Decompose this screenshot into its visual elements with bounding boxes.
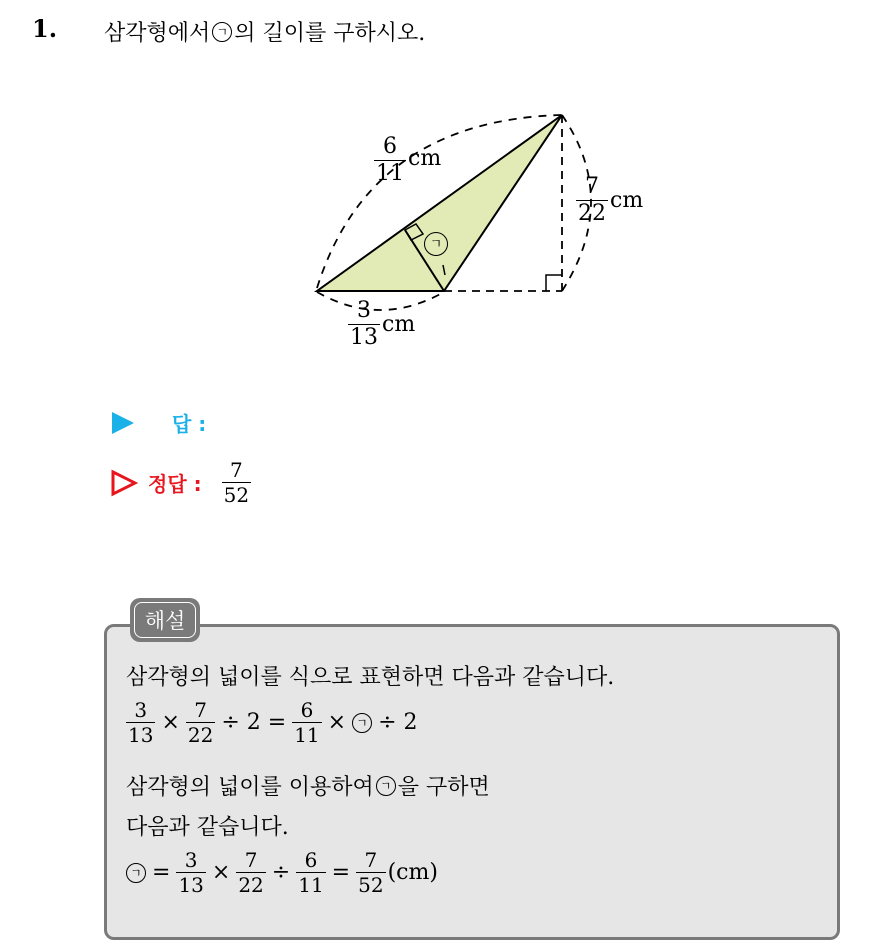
eq1-a-num: 3 [134, 698, 148, 722]
solution-line-1: 삼각형의 넓이를 식으로 표현하면 다음과 같습니다. [126, 665, 615, 690]
unit-top: cm [408, 146, 442, 171]
eq1-frac-a [126, 700, 155, 745]
fraction-top-num: 6 [383, 134, 397, 159]
unit-bottom: cm [382, 312, 416, 337]
eq1-div-2: ÷ 2 [378, 710, 418, 735]
figure-circled-symbol: ㄱ [424, 232, 448, 256]
fraction-right-num: 7 [585, 174, 599, 199]
solution-eq-2 [126, 850, 438, 895]
correct-arrow-icon [110, 469, 138, 497]
correct-answer-value [222, 460, 251, 505]
correct-den: 52 [223, 483, 250, 507]
fraction-top-den: 11 [376, 161, 404, 186]
eq2-div: ÷ [271, 860, 291, 885]
fraction-bottom-den: 13 [350, 325, 378, 350]
solution-line-2 [126, 770, 490, 801]
label-right [576, 176, 643, 225]
eq1-times-1: × [161, 710, 180, 735]
circled-symbol: ㄱ [212, 22, 232, 42]
fraction-right-den: 22 [578, 201, 606, 226]
answer-row [110, 408, 206, 437]
solution-line-3: 다음과 같습니다. [126, 815, 289, 840]
fraction-right [576, 176, 608, 225]
solution-tab-label: 해설 [144, 609, 186, 633]
question-number: 1. [32, 14, 58, 43]
correct-label: 정답 : [148, 472, 202, 496]
answer-label: 답 : [172, 412, 207, 436]
eq2-circled-symbol: ㄱ [126, 863, 146, 883]
right-angle-mark [546, 275, 562, 291]
triangle-figure [300, 100, 680, 360]
eq2-a-den: 13 [178, 873, 204, 897]
eq2-frac-a [176, 850, 205, 895]
eq1-circled-symbol: ㄱ [352, 713, 372, 733]
eq1-b-den: 22 [187, 723, 214, 747]
eq1-frac-b [186, 700, 215, 745]
eq2-times: × [211, 860, 231, 885]
line2-text: 삼각형의 넓이를 이용하여 [126, 775, 374, 800]
eq2-frac-c [296, 850, 325, 895]
eq2-unit: (cm) [387, 860, 438, 885]
eq1-b-num: 7 [194, 698, 207, 722]
eq2-r-den: 52 [358, 873, 384, 897]
eq2-frac-result [356, 850, 385, 895]
question-text-before: 삼각형에서 [104, 21, 211, 46]
eq2-c-num: 6 [304, 848, 318, 872]
eq2-a-num: 3 [184, 848, 198, 872]
eq2-b-num: 7 [244, 848, 258, 872]
solution-tab [130, 598, 200, 642]
eq2-equals-2: = [331, 860, 351, 885]
answer-arrow-icon [110, 410, 136, 436]
line2-after: 을 구하면 [397, 775, 490, 800]
label-bottom [348, 300, 415, 349]
correct-num: 7 [229, 458, 243, 482]
fraction-bottom-num: 3 [357, 298, 371, 323]
eq1-div-1: ÷ 2 = [221, 710, 287, 735]
eq2-c-den: 11 [298, 873, 324, 897]
eq2-r-num: 7 [364, 848, 378, 872]
eq1-c-num: 6 [300, 698, 314, 722]
fraction-bottom [348, 300, 380, 349]
solution-eq-1 [126, 700, 418, 745]
correct-answer-row [110, 460, 251, 505]
unit-right: cm [610, 188, 644, 213]
eq2-equals-1: = [152, 860, 171, 885]
fraction-top [374, 136, 406, 185]
eq2-frac-b [236, 850, 265, 895]
line2-circled-symbol: ㄱ [376, 776, 396, 796]
eq1-c-den: 11 [294, 723, 320, 747]
eq1-frac-c [292, 700, 321, 745]
eq1-a-den: 13 [128, 723, 154, 747]
question-text-after: 의 길이를 구하시오. [234, 21, 426, 46]
eq2-b-den: 22 [238, 873, 264, 897]
question-text [104, 16, 425, 47]
label-top [374, 136, 441, 185]
eq1-times-2: × [327, 710, 347, 735]
